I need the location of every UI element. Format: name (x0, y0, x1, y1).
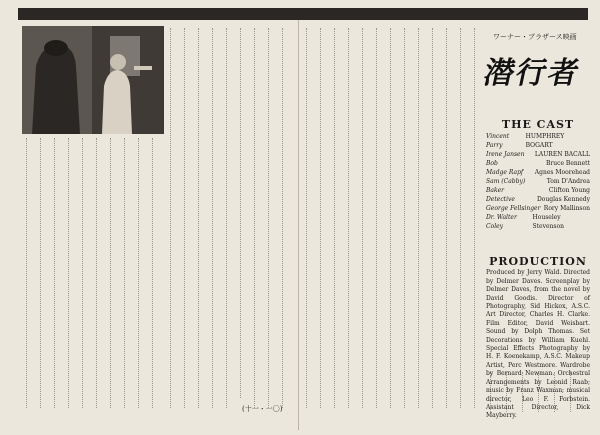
cast-row: Dr. Walter Coley Houseley Stevenson (486, 214, 564, 230)
film-still-photo (22, 26, 164, 134)
text-column (226, 28, 230, 408)
text-column (334, 28, 338, 408)
cast-row: George Fellsinger Rory Mallinson (486, 205, 590, 212)
cast-heading: THE CAST (501, 118, 575, 131)
text-column (362, 28, 366, 408)
film-title-block (480, 32, 589, 104)
text-column (54, 138, 58, 408)
cast-list (486, 120, 590, 231)
text-column (418, 28, 422, 408)
text-column (138, 138, 142, 408)
text-column (348, 28, 352, 408)
text-column (390, 28, 394, 408)
text-column (282, 28, 286, 408)
text-column (198, 28, 202, 408)
film-title: 潜行者 (480, 56, 584, 91)
text-column (82, 138, 86, 408)
production-heading: PRODUCTION (489, 255, 587, 268)
production-credits (486, 255, 590, 421)
cast-row: Madge Rapf Agnes Moorehead (486, 169, 590, 176)
text-column (240, 28, 244, 398)
cast-row: Irene Jansen LAUREN BACALL (486, 151, 590, 158)
page-number: (十一・一〇) (242, 405, 283, 413)
text-column (26, 138, 30, 408)
text-column (306, 28, 310, 408)
top-band (18, 8, 588, 20)
text-column (432, 28, 436, 408)
text-column (184, 28, 188, 408)
cast-row: Bob Bruce Bennett (486, 160, 590, 167)
text-column (110, 138, 114, 408)
text-column (152, 138, 156, 408)
text-column (460, 28, 464, 408)
text-column (124, 138, 128, 408)
text-column (68, 138, 72, 408)
text-column (320, 28, 324, 408)
production-text: Produced by Jerry Wald. Directed by Delmer Daves. Screenplay by Delmer Daves, from the novel by David Goodis. Director of Photography, Sid Hickox, A.S.C. Art Director, Charles H. Clarke. Film Editor, David Weisbart. Sound by Dolph Thomas. Set Decorations by William Kuehl. Special Effects Photography by H. F. Koenekamp, A.S.C. Makeup Artist, Perc Westmore. Wardrobe by Bernard Newman. Orchestral Arrangements by Leonid Raab; music by Franz Waxman; musical director, Leo F. Forbstein. Assistant Director, Dick Mayberry. (486, 269, 590, 420)
text-column (446, 28, 450, 408)
text-column (474, 28, 478, 408)
text-column (96, 138, 100, 408)
cast-row: Vincent Parry HUMPHREY BOGART (486, 133, 565, 149)
text-column (376, 28, 380, 408)
cast-row: Detective Douglas Kennedy (486, 196, 590, 203)
cast-row: Sam (Cabby) Tom D'Andrea (486, 178, 590, 185)
text-column (404, 28, 408, 408)
text-column (170, 28, 174, 408)
film-still-illustration (22, 26, 164, 134)
studio-tag: ワーナー・ブラザース映画 (493, 33, 577, 41)
text-column (212, 28, 216, 408)
text-column (254, 28, 258, 408)
text-column (268, 28, 272, 408)
cast-row: Baker Clifton Young (486, 187, 590, 194)
text-column (40, 138, 44, 408)
page-fold (298, 20, 299, 430)
